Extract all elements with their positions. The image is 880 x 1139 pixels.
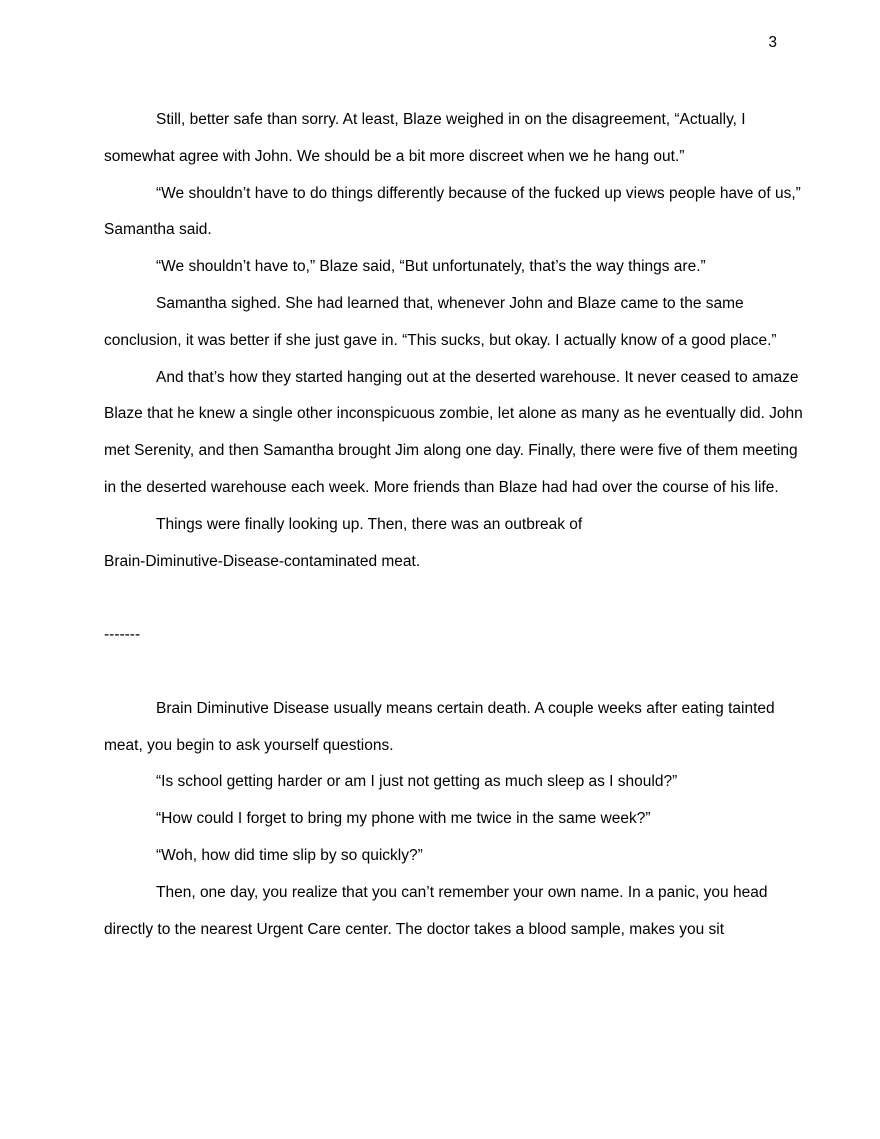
page-number: 3 <box>768 34 777 51</box>
paragraph: Brain-Diminutive-Disease-contaminated meat. <box>104 552 421 570</box>
document-body <box>104 102 804 948</box>
paragraph: Things were finally looking up. Then, there was an outbreak of <box>156 515 583 533</box>
paragraph: “We shouldn’t have to,” Blaze said, “But unfortunately, that’s the way things are.” <box>156 258 706 276</box>
paragraph: “How could I forget to bring my phone with me twice in the same week?” <box>156 810 651 828</box>
paragraph: Still, better safe than sorry. At least, Blaze weighed in on the disagreement, “Actually, I somewhat agree with John. We should be a bit more discreet when we he hang out.” <box>104 111 746 165</box>
paragraph: Samantha sighed. She had learned that, whenever John and Blaze came to the same conclusion, it was better if she just gave in. “This sucks, but okay. I actually know of a good place.” <box>104 294 777 349</box>
blank-line <box>104 580 804 617</box>
paragraph: And that’s how they started hanging out at the deserted warehouse. It never ceased to amaze Blaze that he knew a single other inconspicuous zombie, let alone as many as he eventually did. John met Serenity, and then Samantha brought Jim along one day. Finally, there were five of them meeting in the deserted warehouse each week. More friends than Blaze had had over the course of his life. <box>104 368 803 496</box>
section-break: ------- <box>104 626 141 644</box>
paragraph: “Woh, how did time slip by so quickly?” <box>156 846 423 864</box>
blank-line <box>104 654 804 691</box>
paragraph: Then, one day, you realize that you can’t remember your own name. In a panic, you head directly to the nearest Urgent Care center. The doctor takes a blood sample, makes you sit <box>104 883 768 938</box>
paragraph: Brain Diminutive Disease usually means certain death. A couple weeks after eating tainted meat, you begin to ask yourself questions. <box>104 699 775 754</box>
paragraph: “We shouldn’t have to do things differently because of the fucked up views people have of us,” Samantha said. <box>104 184 801 239</box>
paragraph: “Is school getting harder or am I just not getting as much sleep as I should?” <box>156 773 678 791</box>
